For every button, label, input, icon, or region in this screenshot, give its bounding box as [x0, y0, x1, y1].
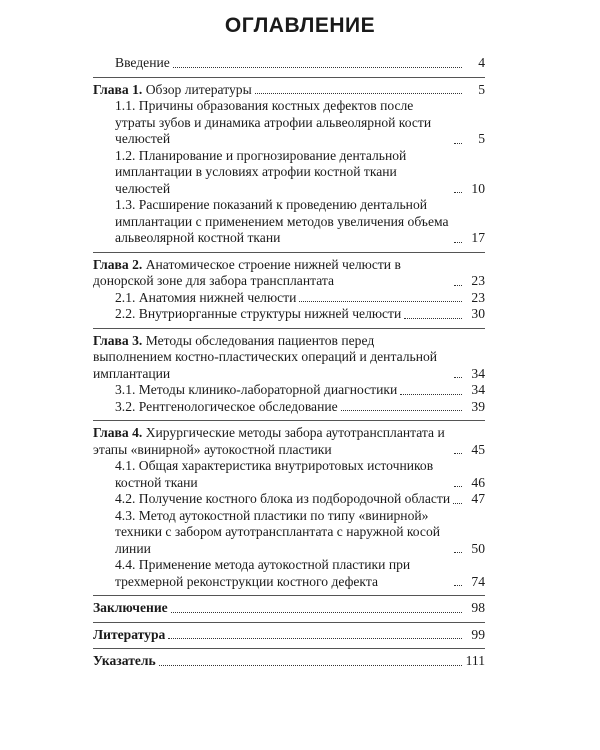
- toc-section-1-2[interactable]: [93, 148, 485, 198]
- toc-page-number: 34: [471, 382, 485, 397]
- divider: [93, 622, 485, 623]
- leader-dots: [168, 637, 462, 639]
- toc-page-number: 34: [471, 365, 485, 381]
- toc-page-number: 111: [465, 653, 485, 668]
- section-title: 1.3. Расширение показаний к проведению дентальной имплантации с применением методов увеличения объема альвеолярной костной ткани: [115, 197, 449, 245]
- leader-dots: [173, 66, 462, 68]
- section-title: 3.1. Методы клинико-лабораторной диагностики: [115, 382, 398, 397]
- toc-entry-index[interactable]: [93, 653, 485, 670]
- section-title: 4.2. Получение костного блока из подбородочной области: [115, 491, 451, 506]
- leader-dots: [453, 502, 462, 504]
- leader-dots: [404, 317, 462, 319]
- toc-page-number: 74: [471, 573, 485, 589]
- section-title: 4.3. Метод аутокостной пластики по типу «винирной» техники с забором аутотрансплантата с наружной косой линии: [115, 507, 441, 556]
- leader-dots: [255, 92, 462, 94]
- section-title: 4.1. Общая характеристика внутриротовых источников костной ткани: [115, 458, 434, 490]
- divider: [93, 648, 485, 649]
- leader-dots: [454, 284, 462, 286]
- toc-section-3-2[interactable]: [93, 399, 485, 416]
- chapter-label: Глава 1.: [93, 81, 143, 97]
- toc-page-number: 99: [471, 626, 485, 642]
- section-title: 3.2. Рентгенологическое обследование: [115, 398, 338, 414]
- table-of-contents: [93, 55, 485, 670]
- section-title: 1.1. Причины образования костных дефектов после утраты зубов и динамика атрофии альвеолярной кости челюстей: [115, 98, 432, 146]
- toc-section-4-2[interactable]: [93, 491, 485, 508]
- toc-section-3-1[interactable]: [93, 382, 485, 399]
- toc-page-number: 4: [478, 55, 485, 70]
- chapter-title: Методы обследования пациентов перед выполнением костно-пластических операций и дентальной имплантации: [93, 332, 438, 381]
- leader-dots: [454, 584, 462, 586]
- toc-entry-label: Литература: [93, 626, 166, 642]
- leader-dots: [454, 485, 462, 487]
- page-title: ОГЛАВЛЕНИЕ: [224, 14, 376, 37]
- chapter-label: Глава 4.: [93, 425, 143, 440]
- divider: [93, 595, 485, 596]
- leader-dots: [299, 300, 462, 302]
- toc-page-number: 46: [471, 474, 485, 490]
- section-title: 2.1. Анатомия нижней челюсти: [115, 289, 297, 305]
- toc-section-1-1[interactable]: [93, 98, 485, 148]
- toc-chapter-1[interactable]: [93, 82, 485, 99]
- toc-entry-intro[interactable]: [93, 55, 485, 72]
- divider: [93, 77, 485, 78]
- toc-entry-label: Введение: [115, 55, 170, 70]
- leader-dots: [454, 452, 462, 454]
- divider: [93, 252, 485, 253]
- toc-page-number: 30: [471, 306, 485, 321]
- chapter-title: Обзор литературы: [145, 81, 252, 97]
- section-title: 1.2. Планирование и прогнозирование дентальной имплантации в условиях атрофии костной ткани челюстей: [115, 147, 407, 196]
- toc-page-number: 23: [471, 273, 485, 288]
- divider: [93, 420, 485, 421]
- toc-section-4-1[interactable]: [93, 458, 485, 491]
- leader-dots: [454, 376, 462, 378]
- chapter-label: Глава 3.: [93, 332, 143, 348]
- toc-page-number: 47: [471, 491, 485, 506]
- leader-dots: [400, 393, 462, 395]
- toc-chapter-2[interactable]: [93, 257, 485, 290]
- toc-chapter-3[interactable]: [93, 333, 485, 383]
- chapter-label: Глава 2.: [93, 256, 143, 272]
- toc-section-1-3[interactable]: [93, 197, 485, 247]
- toc-entry-label: Заключение: [93, 600, 168, 615]
- toc-page-number: 50: [471, 540, 485, 556]
- leader-dots: [454, 142, 462, 144]
- toc-section-2-1[interactable]: [93, 290, 485, 307]
- toc-page-number: 45: [471, 441, 485, 457]
- section-title: 4.4. Применение метода аутокостной пластики при трехмерной реконструкции костного дефекта: [115, 557, 411, 589]
- toc-page-number: 5: [478, 81, 485, 97]
- toc-section-4-4[interactable]: [93, 557, 485, 590]
- divider: [93, 328, 485, 329]
- toc-section-2-2[interactable]: [93, 306, 485, 323]
- toc-page-number: 98: [471, 600, 485, 615]
- leader-dots: [159, 664, 462, 666]
- chapter-title: Анатомическое строение нижней челюсти в донорской зоне для забора трансплантата: [93, 256, 401, 288]
- toc-page-number: 17: [471, 230, 485, 245]
- toc-page-number: 39: [471, 398, 485, 414]
- toc-entry-label: Указатель: [93, 653, 156, 668]
- toc-entry-conclusion[interactable]: [93, 600, 485, 617]
- leader-dots: [171, 611, 462, 613]
- leader-dots: [454, 241, 462, 243]
- section-title: 2.2. Внутриорганные структуры нижней челюсти: [115, 306, 402, 321]
- toc-chapter-4[interactable]: [93, 425, 485, 458]
- toc-entry-literature[interactable]: [93, 627, 485, 644]
- toc-page-number: 5: [478, 131, 485, 146]
- toc-page-number: 10: [471, 180, 485, 196]
- leader-dots: [454, 551, 462, 553]
- chapter-title: Хирургические методы забора аутотрансплантата и этапы «винирной» аутокостной пластики: [93, 425, 445, 457]
- toc-section-4-3[interactable]: [93, 508, 485, 558]
- leader-dots: [341, 409, 462, 411]
- toc-page-number: 23: [471, 289, 485, 305]
- leader-dots: [454, 191, 462, 193]
